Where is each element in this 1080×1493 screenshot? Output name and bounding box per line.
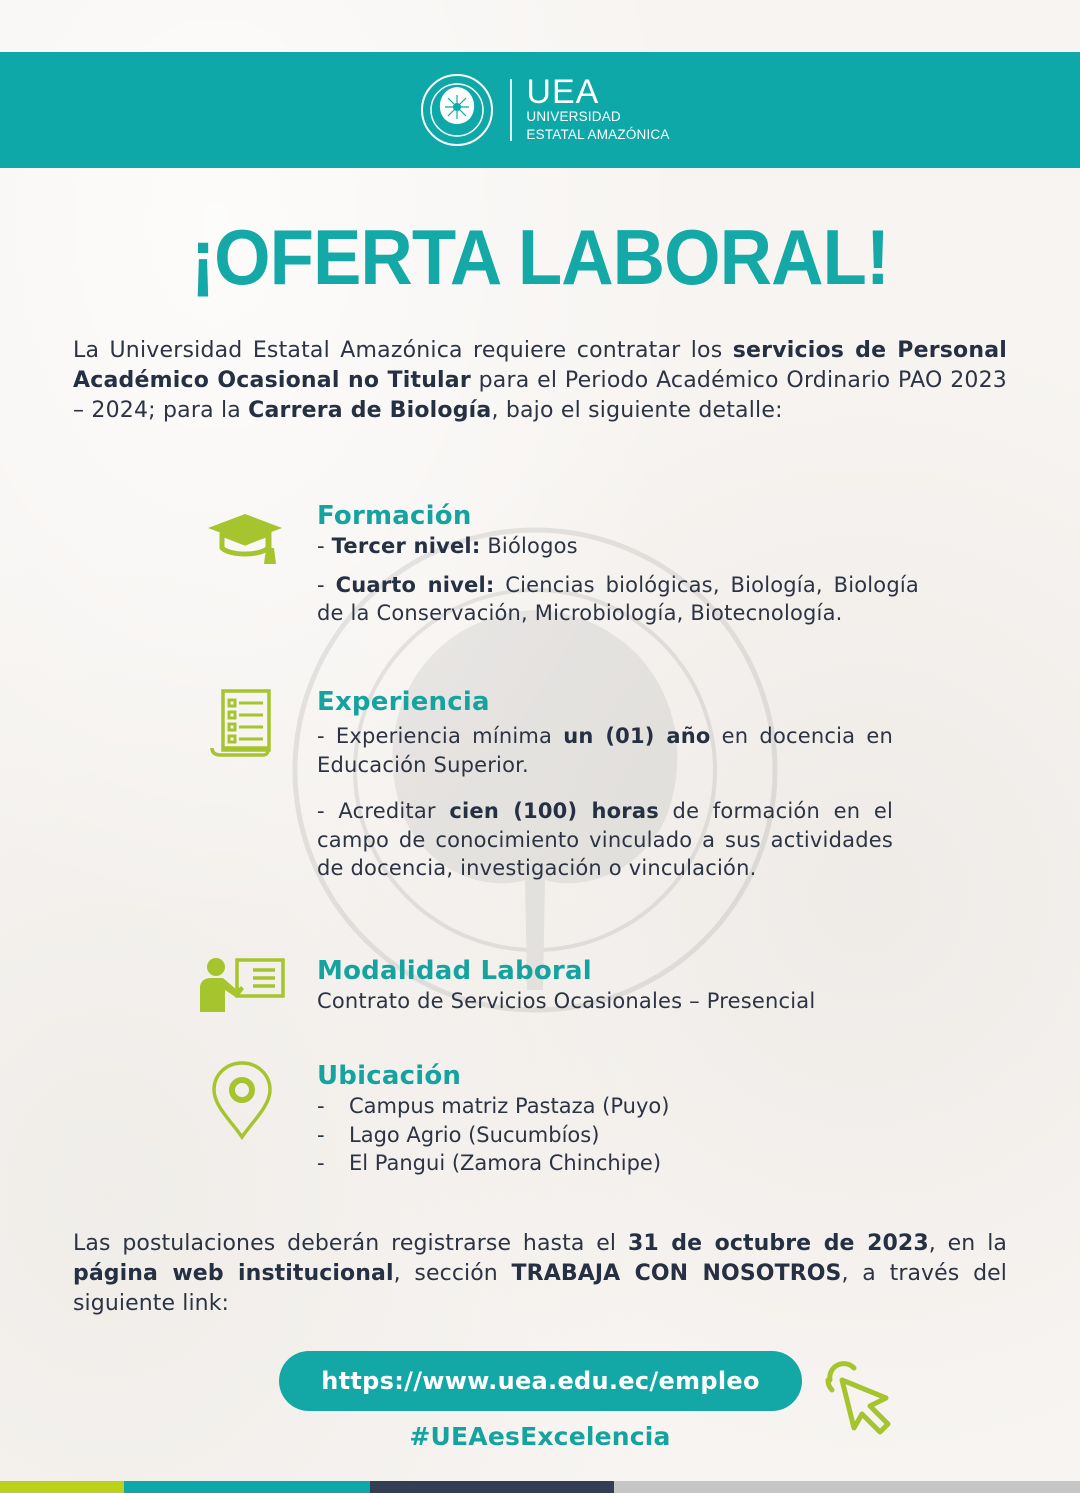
formacion-body [317,500,919,628]
item-label: Tercer nivel: [331,534,481,558]
intro-text: La Universidad Estatal Amazónica requiere contratar los [73,338,733,363]
closing-text: , sección [393,1261,512,1286]
hashtag: #UEAesExcelencia [409,1422,671,1451]
formacion-item-cuarto-nivel [317,571,919,628]
uea-logo[interactable] [420,73,669,147]
employment-link-button[interactable]: https://www.uea.edu.ec/empleo [279,1351,802,1411]
intro-text: , bajo el siguiente detalle: [491,398,783,423]
location-pin-icon [210,1060,274,1140]
item-dash: - [317,1122,325,1147]
intro-text: para el Periodo Académico Ordinario PAO 2023 – 2024; para la [73,368,1007,423]
formacion-item-tercer-nivel [317,532,919,561]
item-dash: - [317,534,332,558]
intro-bold-career: Carrera de Biología [248,398,492,423]
location-item [317,1121,917,1150]
item-text: de formación en el campo de conocimiento vinculado a sus actividades de docencia, investigación o vinculación. [317,799,893,880]
ubicacion-body [317,1060,917,1178]
item-value: Biólogos [480,534,578,558]
item-dash: - [317,1151,325,1175]
item-bold: un (01) año [563,724,711,748]
item-dash: - [317,572,336,597]
experiencia-item-hours [317,797,893,883]
graduation-cap-icon [206,512,284,566]
section-title: Formación [317,501,472,531]
logo-abbreviation: UEA [526,73,600,111]
intro-bold-position: servicios de Personal Académico Ocasional no Titular [73,338,1007,393]
university-seal-icon [420,73,494,147]
logo-text [526,73,670,144]
section-title: Modalidad Laboral [317,956,592,986]
footer-segment-teal [124,1481,370,1493]
deadline-date: 31 de octubre de 2023 [627,1231,929,1256]
modalidad-body [317,955,917,1016]
checklist-document-icon [209,688,275,758]
closing-bold-section: TRABAJA CON NOSOTROS [511,1261,842,1286]
location-item [317,1149,917,1178]
section-title: Experiencia [317,687,490,717]
experiencia-item-years [317,722,893,779]
item-value: Ciencias biológicas, Biología, Biología de la Conservación, Microbiología, Biotecnología. [317,572,919,625]
location-item [317,1092,917,1121]
item-text: - Acreditar [317,799,450,823]
item-dash: - [317,1094,325,1118]
item-bold: cien (100) horas [449,799,659,823]
modalidad-text: Contrato de Servicios Ocasionales – Presencial [317,989,816,1013]
location-label: Lago Agrio (Sucumbíos) [349,1122,600,1147]
experiencia-body [317,686,893,883]
closing-paragraph [73,1229,1007,1319]
item-text: en docencia en Educación Superior. [317,724,893,777]
teacher-presentation-icon [197,956,287,1014]
footer-segment-navy [370,1481,614,1493]
closing-bold-web: página web institucional [73,1261,394,1286]
page-title: ¡OFERTA LABORAL! [190,213,890,301]
item-text: - Experiencia mínima [317,724,564,748]
header-band [0,52,1080,168]
footer-color-bar [0,1481,1080,1493]
footer-segment-gray [614,1481,1080,1493]
location-label: El Pangui (Zamora Chinchipe) [349,1151,662,1175]
logo-line-1: UNIVERSIDAD [526,109,621,124]
closing-text: , en la [928,1231,1007,1256]
closing-text: Las postulaciones deberán registrarse hasta el [73,1231,628,1256]
intro-paragraph [73,336,1007,426]
section-title: Ubicación [317,1061,462,1091]
logo-divider [510,79,512,141]
footer-segment-lime [0,1481,124,1493]
logo-line-2: ESTATAL AMAZÓNICA [526,127,670,142]
location-label: Campus matriz Pastaza (Puyo) [349,1094,670,1118]
item-label: Cuarto nivel: [335,572,495,597]
closing-text: , a través del siguiente link: [73,1261,1007,1316]
